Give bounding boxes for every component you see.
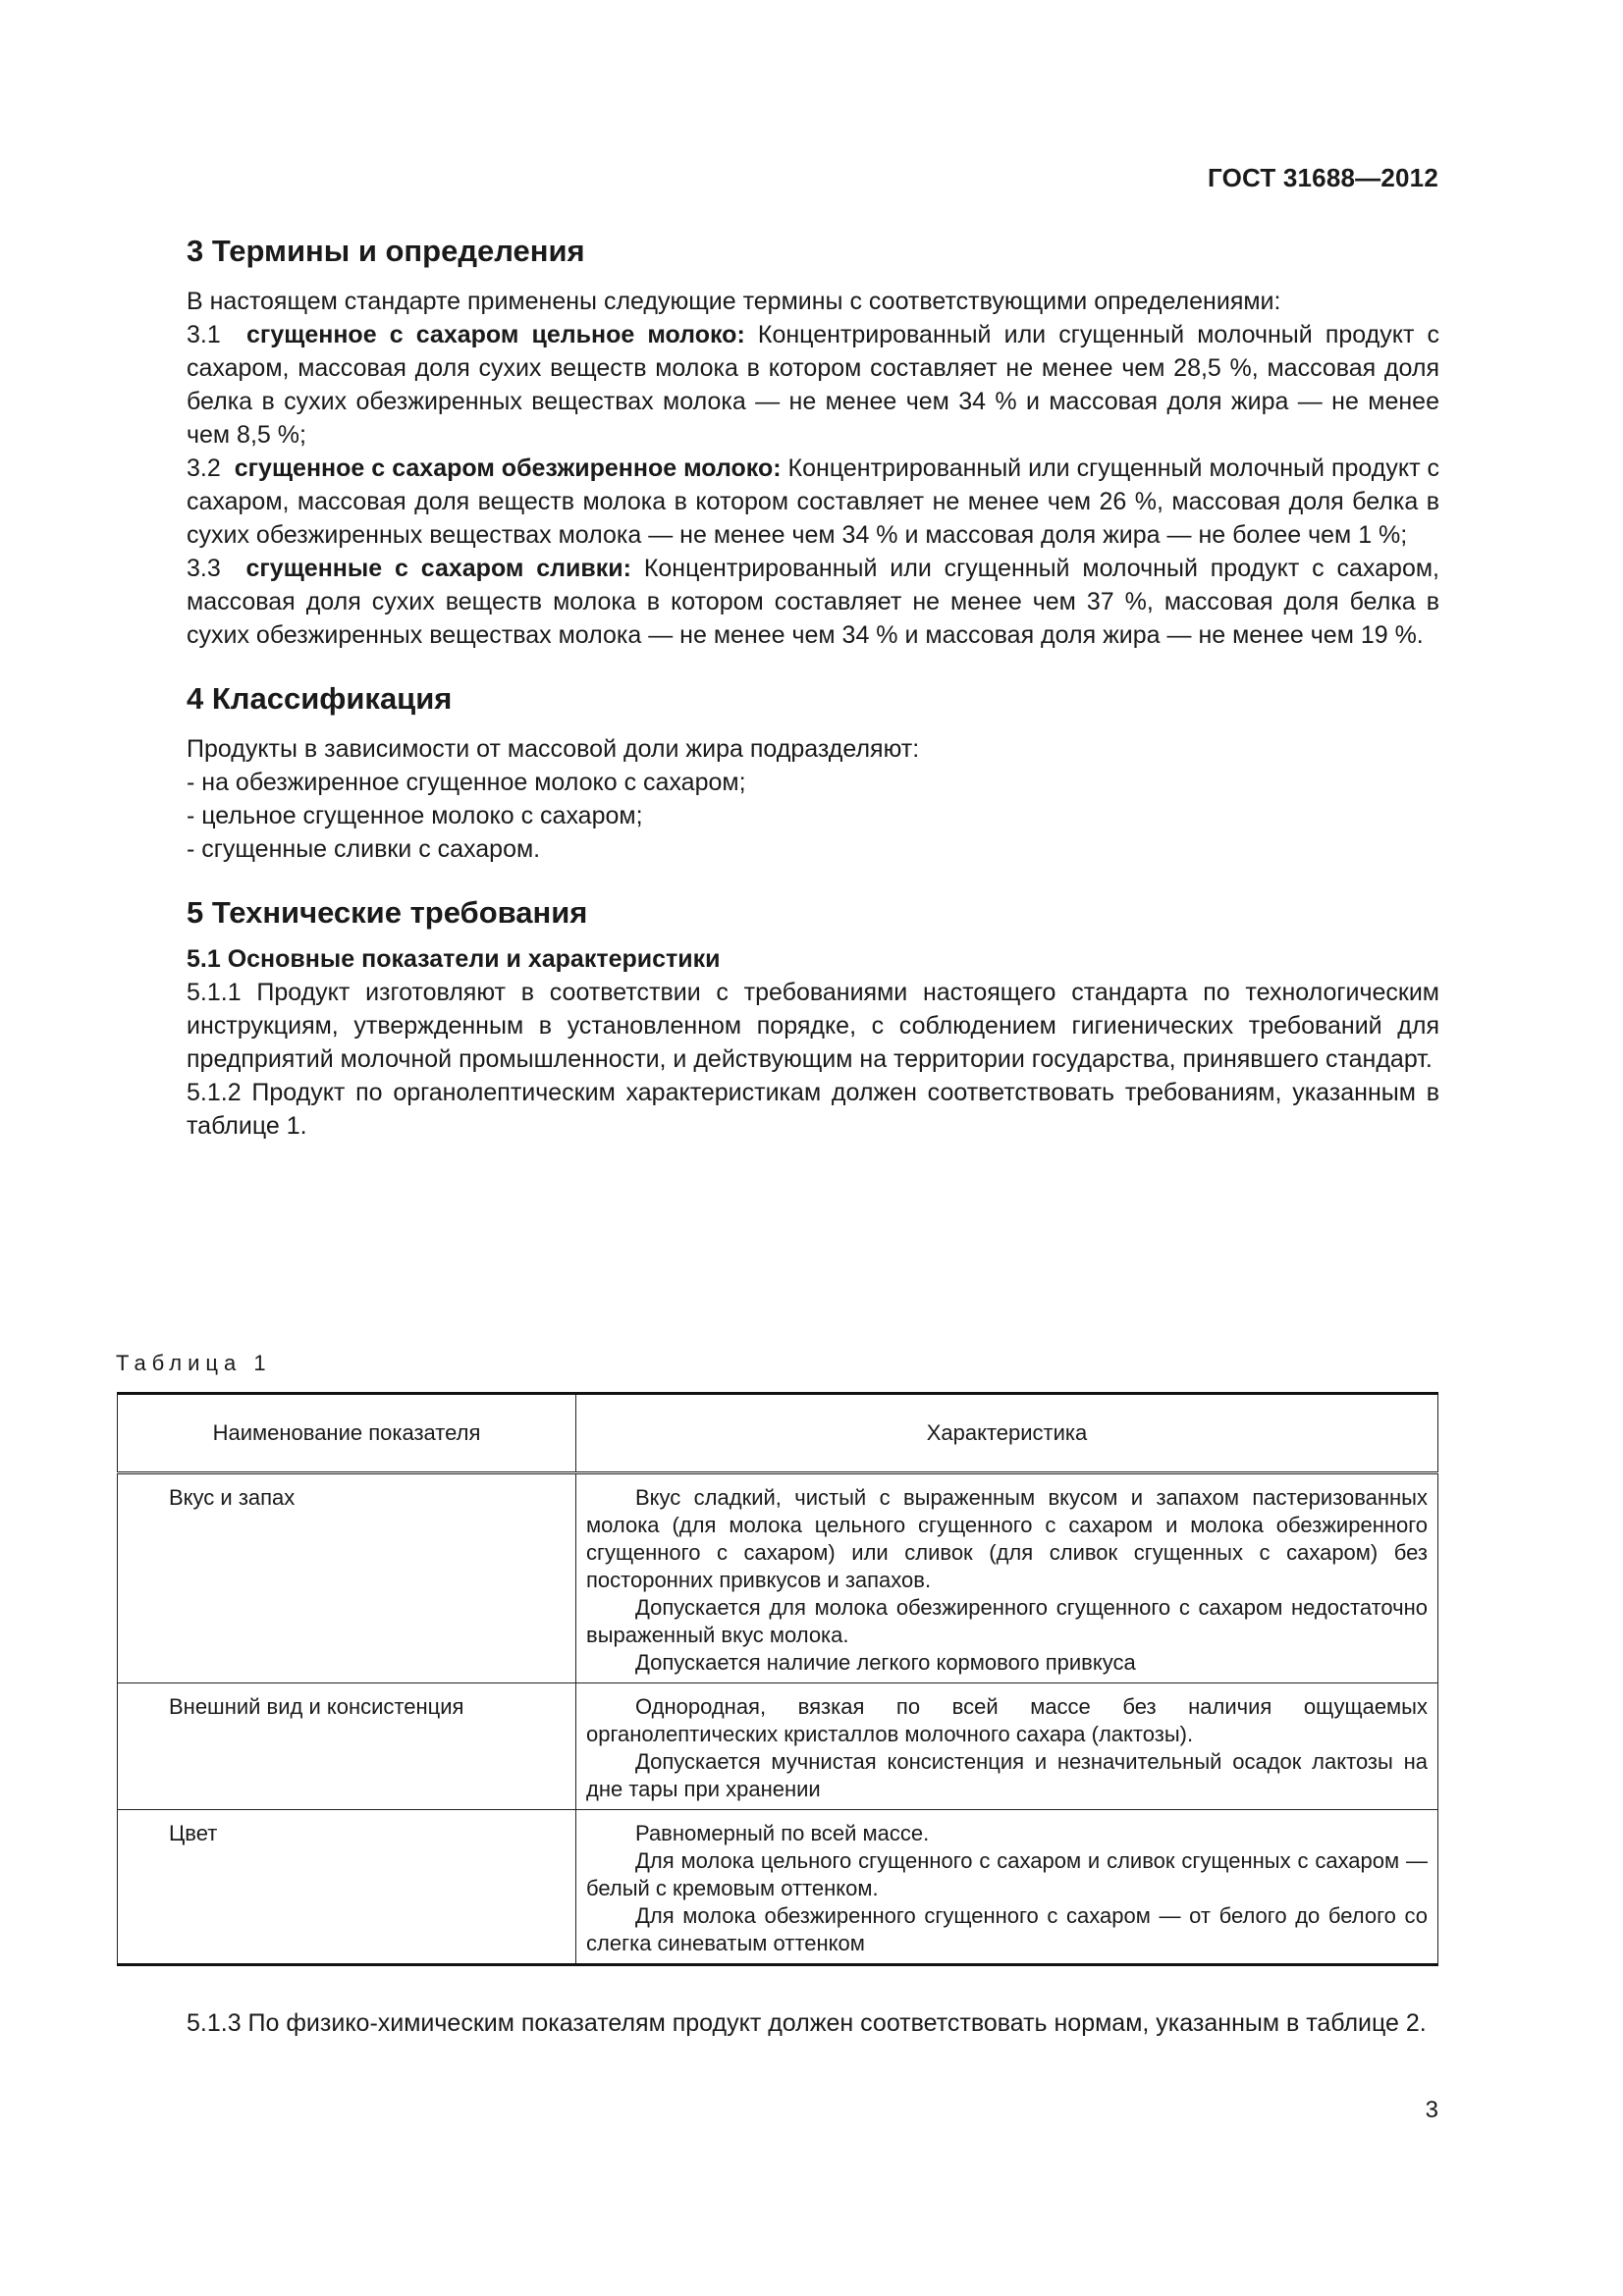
row-name: Внешний вид и консистенция [118, 1683, 576, 1810]
row-characteristic: Равномерный по всей массе. Для молока цельного сгущенного с сахаром и сливок сгущенных с сахаром — белый с кремовым оттенком. Для молока обезжиренного сгущенного с сахаром — от белого до белого со слегка синеватым оттенком [576, 1810, 1438, 1965]
term-3-3: 3.3 сгущенные с сахаром сливки: Концентрированный или сгущенный молочный продукт с сахаром, массовая доля сухих веществ молока в котором составляет не менее чем 37 %, массовая доля белка в сухих обезжиренных веществах молока — не менее чем 34 % и массовая доля жира — не менее чем 19 %. [187, 555, 1439, 649]
table-row [118, 1683, 1438, 1810]
row-name: Цвет [118, 1810, 576, 1965]
subsection-5-1-title: 5.1 Основные показатели и характеристики [187, 945, 721, 973]
clause-5-1-1: 5.1.1 Продукт изготовляют в соответствии с требованиями настоящего стандарта по технологическим инструкциям, утвержденным в установленном порядке, с соблюдением гигиенических требований для предприятий молочной промышленности, и действующим на территории государства, принявшего стандарт. [187, 979, 1439, 1073]
page-number: 3 [1425, 2097, 1438, 2123]
document-id-header: ГОСТ 31688—2012 [1208, 163, 1438, 192]
table-1 [117, 1392, 1438, 1966]
table-header-characteristic: Характеристика [576, 1394, 1438, 1473]
classification-item: - цельное сгущенное молоко с сахаром; [187, 802, 643, 829]
section-4-title: 4 Классификация [187, 681, 453, 716]
table-row [118, 1810, 1438, 1965]
term-3-3-definition: Концентрированный или сгущенный молочный продукт с сахаром, массовая доля сухих веществ молока в котором составляет не менее чем 37 %, массовая доля белка в сухих обезжиренных веществах молока — не менее чем 34 % и массовая доля жира — не менее чем 19 %. [187, 555, 1439, 649]
term-3-1: 3.1 сгущенное с сахаром цельное молоко: Концентрированный или сгущенный молочный продукт с сахаром, массовая доля сухих веществ молока в котором составляет не менее чем 28,5 %, массовая доля белка в сухих обезжиренных веществах молока — не менее чем 34 % и массовая доля жира — не менее чем 8,5 %; [187, 321, 1440, 449]
main-content [187, 232, 1439, 1143]
section-3-title: 3 Термины и определения [187, 234, 585, 268]
classification-item: - на обезжиренное сгущенное молоко с сахаром; [187, 769, 746, 796]
table-1-caption: Таблица 1 [116, 1351, 272, 1375]
term-3-2: 3.2 сгущенное с сахаром обезжиренное молоко: Концентрированный или сгущенный молочный продукт с сахаром, массовая доля веществ молока в котором составляет не менее чем 26 %, массовая доля белка в сухих обезжиренных веществах молока — не менее чем 34 % и массовая доля жира — не более чем 1 %; [187, 454, 1439, 549]
post-table-text [118, 2006, 1439, 2040]
section-5-title: 5 Технические требования [187, 895, 588, 930]
term-3-1-name: сгущенное с сахаром цельное молоко: [246, 321, 745, 348]
term-3-2-definition: Концентрированный или сгущенный молочный продукт с сахаром, массовая доля веществ молока в котором составляет не менее чем 26 %, массовая доля белка в сухих обезжиренных веществах молока — не менее чем 34 % и массовая доля жира — не более чем 1 %; [187, 454, 1439, 549]
clause-5-1-2: 5.1.2 Продукт по органолептическим характеристикам должен соответствовать требованиям, указанным в таблице 1. [187, 1079, 1439, 1140]
term-3-1-definition: Концентрированный или сгущенный молочный продукт с сахаром, массовая доля сухих веществ молока в котором составляет не менее чем 28,5 %, массовая доля белка в сухих обезжиренных веществах молока — не менее чем 34 % и массовая доля жира — не менее чем 8,5 %; [187, 321, 1440, 449]
section-4-intro: Продукты в зависимости от массовой доли жира подразделяют: [187, 735, 920, 763]
classification-item: - сгущенные сливки с сахаром. [187, 835, 541, 863]
table-row [118, 1473, 1438, 1683]
term-3-3-name: сгущенные с сахаром сливки: [245, 555, 631, 582]
clause-5-1-3: 5.1.3 По физико-химическим показателям продукт должен соответствовать нормам, указанным в таблице 2. [187, 2009, 1427, 2037]
table-header-indicator: Наименование показателя [118, 1394, 576, 1473]
row-characteristic: Вкус сладкий, чистый с выраженным вкусом и запахом пастеризованных молока (для молока цельного сгущенного с сахаром и молока обезжиренного сгущенного с сахаром) или сливок (для сливок сгущенных с сахаром) без посторонних привкусов и запахов. Допускается для молока обезжиренного сгущенного с сахаром недостаточно выраженный вкус молока. Допускается наличие легкого кормового привкуса [576, 1473, 1438, 1683]
section-3-intro: В настоящем стандарте применены следующие термины с соответствующими определениями: [187, 288, 1281, 315]
term-3-2-name: сгущенное с сахаром обезжиренное молоко: [234, 454, 782, 482]
row-name: Вкус и запах [118, 1473, 576, 1683]
row-characteristic: Однородная, вязкая по всей массе без наличия ощущаемых органолептических кристаллов молочного сахара (лактозы). Допускается мучнистая консистенция и незначительный осадок лактозы на дне тары при хранении [576, 1683, 1438, 1810]
